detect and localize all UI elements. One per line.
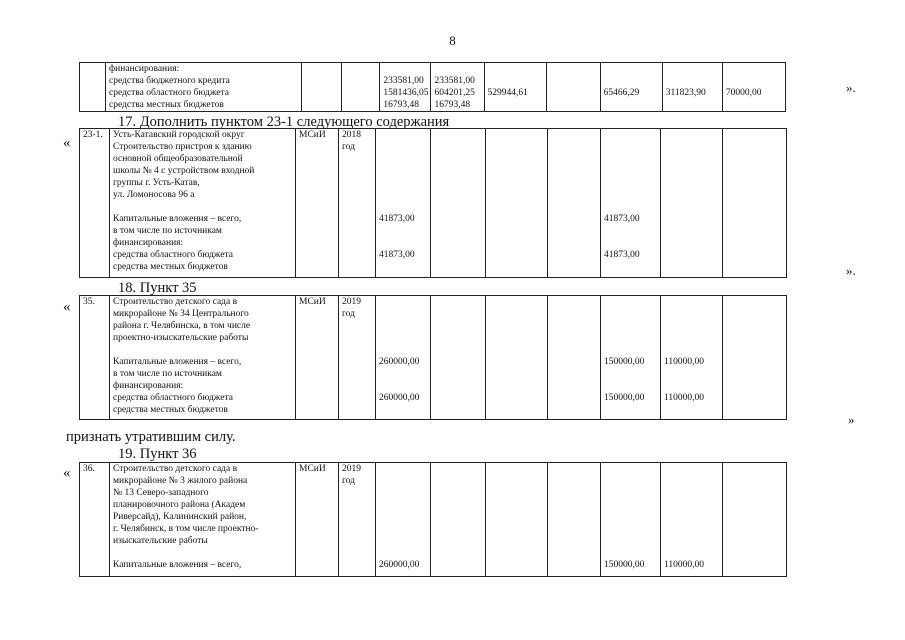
- title-line: микрорайоне № 34 Центрального: [113, 309, 249, 319]
- description-cell: [110, 129, 296, 278]
- value: 110000,00: [664, 393, 705, 403]
- value-cell: [722, 63, 785, 112]
- capital-line: средства местных бюджетов: [113, 405, 228, 415]
- description-cell: [110, 463, 296, 577]
- cell-empty: [723, 296, 787, 420]
- value-cell: [601, 129, 661, 278]
- text-line: средства бюджетного кредита: [109, 76, 230, 86]
- description-cell: [110, 296, 296, 420]
- capital-line: средства областного бюджета: [113, 393, 233, 403]
- year-unit: год: [342, 309, 355, 319]
- value: 110000,00: [664, 357, 705, 367]
- value: 16793,48: [434, 100, 471, 110]
- value-cell: [661, 296, 723, 420]
- capital-line: средства местных бюджетов: [113, 262, 228, 272]
- value: 70000,00: [725, 88, 762, 98]
- cell-empty: [661, 129, 723, 278]
- value: 529944,61: [487, 88, 528, 98]
- value: 65466,29: [603, 88, 640, 98]
- table-top-block: [79, 62, 786, 112]
- cell-empty: [548, 129, 601, 278]
- value-cell: [376, 296, 431, 420]
- title-line: № 13 Северо-западного: [113, 488, 209, 498]
- year: 2019: [342, 297, 361, 307]
- opening-quote: «: [63, 465, 71, 481]
- title-line: Риверсайд), Калининский район,: [113, 512, 247, 522]
- item-number: 23-1.: [80, 129, 110, 278]
- year: 2018: [342, 130, 361, 140]
- year: 2019: [342, 464, 361, 474]
- invalidation-text: признать утратившим силу.: [66, 429, 236, 445]
- value-cell: [661, 463, 723, 577]
- cell-empty: [431, 296, 486, 420]
- value-cell: [376, 463, 431, 577]
- title-line: группы г. Усть-Катав,: [113, 178, 200, 188]
- capital-line: финансирования:: [113, 238, 184, 248]
- title-line: школы № 4 с устройством входной: [113, 166, 255, 176]
- cell-empty: [723, 129, 787, 278]
- page-number: 8: [449, 33, 456, 48]
- organization-cell: МСиИ: [296, 463, 339, 577]
- value: 233581,00: [383, 76, 424, 86]
- closing-quote: »: [848, 412, 855, 427]
- title-line: Строительство пристроя к зданию: [113, 142, 252, 152]
- value: 604201,25: [434, 88, 475, 98]
- value-cell: [601, 463, 661, 577]
- capital-line: средства областного бюджета: [113, 250, 233, 260]
- organization-cell: МСиИ: [296, 129, 339, 278]
- cell-empty: [486, 296, 548, 420]
- cell-empty: [548, 296, 601, 420]
- capital-line: финансирования:: [113, 381, 184, 391]
- year-cell: [339, 296, 376, 420]
- value: 311823,90: [665, 88, 706, 98]
- text-line: финансирования:: [109, 64, 180, 74]
- value: 150000,00: [604, 393, 645, 403]
- value-cell: [601, 296, 661, 420]
- table-item-35: [79, 295, 787, 420]
- title-line: микрорайоне № 3 жилого района: [113, 476, 248, 486]
- organization-cell: МСиИ: [296, 296, 339, 420]
- value: 16793,48: [383, 100, 420, 110]
- opening-quote: «: [63, 299, 71, 315]
- table-item-36: [79, 462, 787, 577]
- cell-empty: [431, 129, 486, 278]
- closing-quote: ».: [846, 263, 856, 278]
- cell-empty: [342, 63, 380, 112]
- value: 150000,00: [604, 560, 645, 570]
- year-unit: год: [342, 476, 355, 486]
- cell-empty: [723, 463, 787, 577]
- text-line: средства областного бюджета: [109, 88, 229, 98]
- heading-18: 18. Пункт 35: [118, 280, 197, 296]
- cell-empty: [302, 63, 342, 112]
- capital-line: в том числе по источникам: [113, 369, 222, 379]
- value-cell: [600, 63, 662, 112]
- cell-empty: [548, 463, 601, 577]
- cell-empty: [546, 63, 600, 112]
- capital-line: Капитальные вложения – всего,: [113, 357, 242, 367]
- value-cell: [484, 63, 546, 112]
- title-line: планировочного района (Академ: [113, 500, 246, 510]
- capital-line: Капитальные вложения – всего,: [113, 560, 242, 570]
- value-cell: [376, 129, 431, 278]
- description-cell: [106, 63, 302, 112]
- item-number: 35.: [80, 296, 110, 420]
- heading-19: 19. Пункт 36: [118, 446, 197, 462]
- cell-empty: [486, 463, 548, 577]
- table-item-23-1: [79, 128, 787, 278]
- item-number: 36.: [80, 463, 110, 577]
- year-cell: [339, 463, 376, 577]
- value: 110000,00: [664, 560, 705, 570]
- capital-line: в том числе по источникам: [113, 226, 222, 236]
- title-line: основной общеобразовательной: [113, 154, 243, 164]
- value-cell: [431, 63, 484, 112]
- value: 150000,00: [604, 357, 645, 367]
- year-cell: [339, 129, 376, 278]
- opening-quote: «: [63, 135, 71, 151]
- cell-empty: [486, 129, 548, 278]
- value: 1581436,05: [383, 88, 429, 98]
- title-line: района г. Челябинска, в том числе: [113, 321, 251, 331]
- cell-empty: [431, 463, 486, 577]
- title-line: Строительство детского сада в: [113, 297, 238, 307]
- title-line: изыскательские работы: [113, 536, 208, 546]
- value-cell: [662, 63, 722, 112]
- title-line: Усть-Катавский городской округ: [113, 130, 245, 140]
- title-line: Строительство детского сада в: [113, 464, 238, 474]
- value: 260000,00: [379, 357, 420, 367]
- cell-empty: [80, 63, 106, 112]
- closing-quote: ».: [846, 80, 856, 95]
- value: 41873,00: [604, 214, 640, 224]
- year-unit: год: [342, 142, 355, 152]
- title-line: ул. Ломоносова 96 а: [113, 190, 195, 200]
- text-line: средства местных бюджетов: [109, 100, 224, 110]
- capital-line: Капитальные вложения – всего,: [113, 214, 242, 224]
- value: 41873,00: [379, 214, 415, 224]
- value: 233581,00: [434, 76, 475, 86]
- value: 41873,00: [379, 250, 415, 260]
- value: 41873,00: [604, 250, 640, 260]
- title-line: г. Челябинск, в том числе проектно-: [113, 524, 259, 534]
- value: 260000,00: [379, 393, 420, 403]
- title-line: проектно-изыскательские работы: [113, 333, 249, 343]
- value: 260000,00: [379, 560, 420, 570]
- value-cell: [380, 63, 431, 112]
- heading-17: 17. Дополнить пунктом 23-1 следующего содержания: [118, 114, 450, 130]
